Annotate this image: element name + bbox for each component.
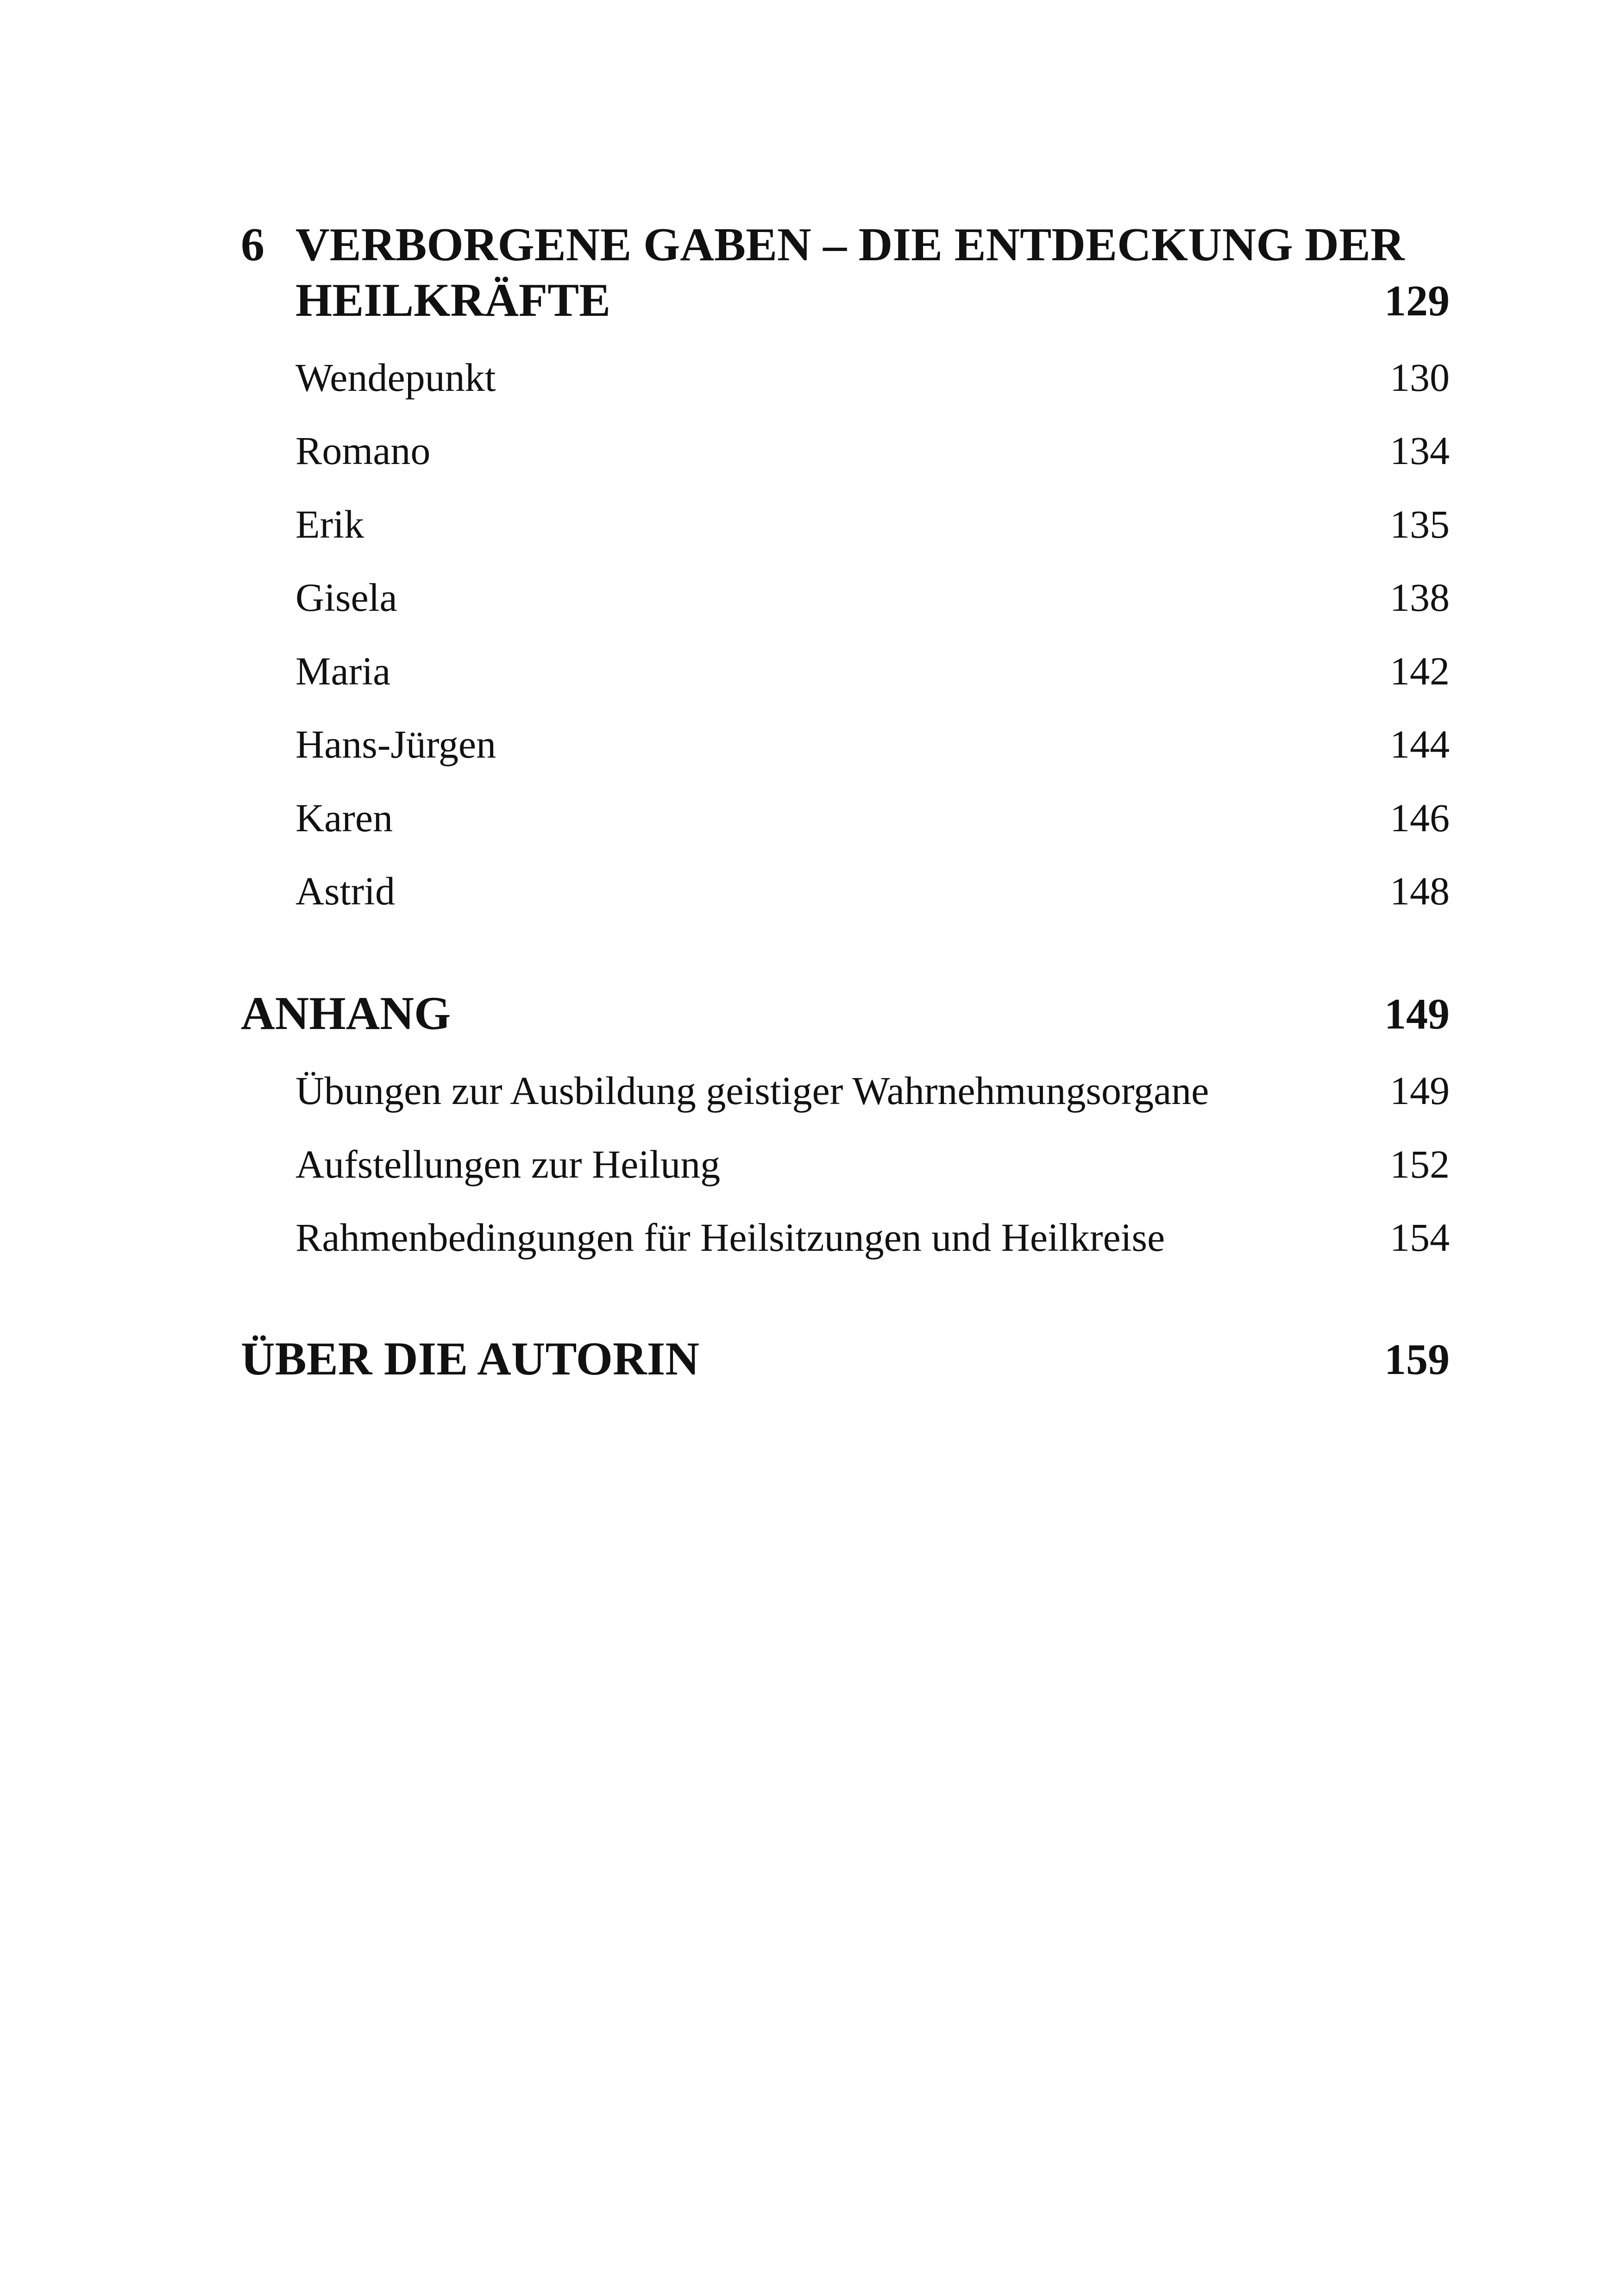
toc-entry-label: Wendepunkt <box>295 355 496 400</box>
toc-entry-page: 135 <box>1390 502 1450 546</box>
toc-entry-page: 148 <box>1390 869 1450 913</box>
chapter-page-number: 129 <box>1384 277 1450 325</box>
toc-entry-page: 134 <box>1390 428 1450 473</box>
toc-entry-page: 146 <box>1390 796 1450 840</box>
toc-entry-page: 142 <box>1390 649 1450 693</box>
chapter-number: 6 <box>241 219 264 271</box>
toc-entry-label: Gisela <box>295 575 397 620</box>
toc-entry-label: Astrid <box>295 869 395 913</box>
toc-entry-label: Übungen zur Ausbildung geistiger Wahrnehmungsorgane <box>295 1068 1209 1113</box>
toc-entry-page: 144 <box>1390 722 1450 766</box>
toc-entry-page: 154 <box>1390 1215 1450 1260</box>
chapter-title-line1: VERBORGENE GABEN – DIE ENTDECKUNG DER <box>295 219 1405 271</box>
toc-entry-label: Rahmenbedingungen für Heilsitzungen und Heilkreise <box>295 1215 1165 1260</box>
section-title: ANHANG <box>241 987 451 1040</box>
toc-entry-label: Romano <box>295 428 431 473</box>
section-page-number: 149 <box>1384 990 1450 1038</box>
toc-entry-page: 152 <box>1390 1142 1450 1186</box>
toc-entry-label: Karen <box>295 796 393 840</box>
chapter-title-line2: HEILKRÄFTE <box>295 274 611 326</box>
toc-entry-label: Aufstellungen zur Heilung <box>295 1142 721 1186</box>
toc-entry-page: 138 <box>1390 575 1450 620</box>
toc-entry-label: Hans-Jürgen <box>295 722 496 766</box>
toc-entry-page: 130 <box>1390 355 1450 400</box>
section-page-number: 159 <box>1384 1336 1450 1384</box>
toc-entry-page: 149 <box>1390 1068 1450 1113</box>
section-title: ÜBER DIE AUTORIN <box>241 1333 700 1385</box>
toc-entry-label: Erik <box>295 502 364 546</box>
toc-entry-label: Maria <box>295 649 391 693</box>
